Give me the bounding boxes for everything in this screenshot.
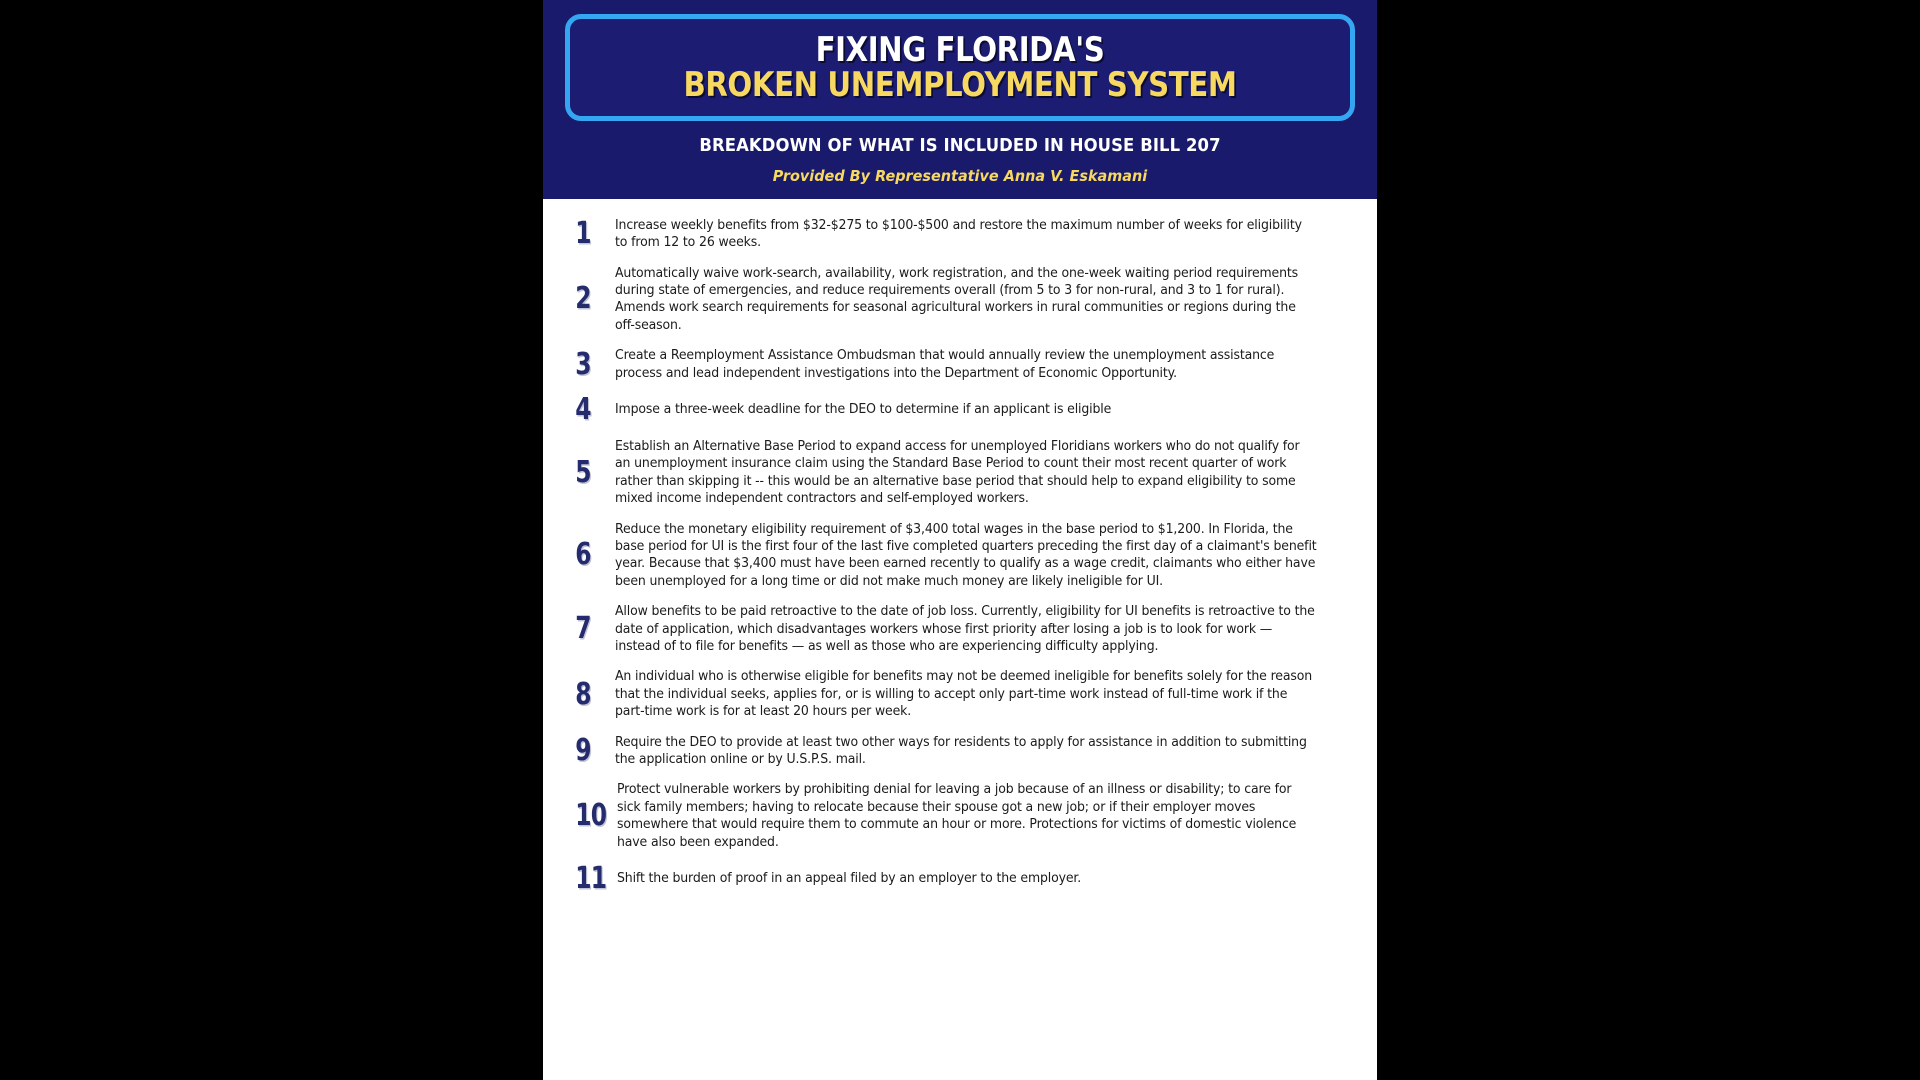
poster-subtitle: BREAKDOWN OF WHAT IS INCLUDED IN HOUSE BILL 207 [699,135,1221,156]
title-banner [565,14,1355,121]
list-item [569,391,1351,427]
list-item [569,438,1351,508]
list-item-text: Require the DEO to provide at least two other ways for residents to apply for assistance in addition to submitting the application online or by U.S.P.S. mail. [615,734,1307,768]
list-item-number: 10 [575,798,607,834]
list-item-text: Impose a three-week deadline for the DEO to determine if an applicant is eligible [615,402,1112,418]
list-item-text: Increase weekly benefits from $32-$275 to $100-$500 and restore the maximum number of weeks for eligibility to from 12 to 26 weeks. [615,217,1302,251]
list-item-text: Establish an Alternative Base Period to expand access for unemployed Floridians workers who do not qualify for an unemployment insurance claim using the Standard Base Period to count their most recent quarter of work rather than skipping it -- this would be an alternative base period that should help to expand eligibility to some mixed income independent contractors and self-employed workers. [615,438,1300,507]
list-item [569,734,1351,769]
list-item [569,217,1351,252]
list-item [569,603,1351,655]
list-item [569,521,1351,591]
list-item-number: 11 [575,861,607,897]
list-item-number: 6 [575,537,591,573]
poster-credit: Provided By Representative Anna V. Eskamani [772,166,1148,185]
list-item-text: An individual who is otherwise eligible for benefits may not be deemed ineligible for benefits solely for the reason that the individual seeks, applies for, or is willing to accept only part-time work instead of full-time work if the part-time work is for at least 20 hours per week. [615,669,1313,720]
list-item-text: Shift the burden of proof in an appeal filed by an employer to the employer. [616,871,1081,887]
list-item-text: Create a Reemployment Assistance Ombudsman that would annually review the unemployment assistance process and lead independent investigations into the Department of Economic Opportunity. [615,348,1275,381]
list-item-number: 7 [575,611,591,647]
list-item-text: Reduce the monetary eligibility requirement of $3,400 total wages in the base period to $1,200. In Florida, the base period for UI is the first four of the last five completed quarters preceding the first day of a claimant's benefit year. Because that $3,400 must have been earned recently to qualify as a wage credit, claimants who either have been unemployed for a long time or did not make much money are likely ineligible for UI. [615,521,1317,589]
poster-title-line-2: BROKEN UNEMPLOYMENT SYSTEM [683,65,1237,105]
list-item-number: 2 [575,281,591,317]
list-item-number: 5 [575,454,591,490]
list-item [569,668,1351,720]
infographic-poster [543,0,1377,1080]
list-item [569,861,1351,897]
list-item-number: 1 [575,216,591,252]
poster-header [543,0,1377,199]
list-item [569,265,1351,335]
list-item-number: 3 [575,346,591,382]
list-item-number: 4 [575,391,591,427]
list-item [569,781,1351,851]
list-item-text: Allow benefits to be paid retroactive to the date of job loss. Currently, eligibility for UI benefits is retroactive to the date of application, which disadvantages workers whose first priority after losing a job is to look for work — instead of to file for benefits — as well as those who are experiencing difficulty applying. [615,604,1315,654]
provisions-list [543,199,1377,897]
list-item-text: Automatically waive work-search, availability, work registration, and the one-week waiting period requirements during state of emergencies, and reduce requirements overall (from 5 to 3 for non-rural, and 3 to 1 for rural). Amends work search requirements for seasonal agricultural workers in rural communities or regions during the off-season. [615,265,1299,333]
list-item [569,347,1351,382]
list-item-number: 9 [575,733,591,769]
list-item-text: Protect vulnerable workers by prohibiting denial for leaving a job because of an illness or disability; to care for sick family members; having to relocate because their spouse got a new job; or if their employer moves somewhere that would require them to commute an hour or more. Protections for victims of domestic violence have also been expanded. [616,782,1296,850]
list-item-number: 8 [575,676,591,712]
poster-title-line-1: FIXING FLORIDA'S [815,30,1105,70]
